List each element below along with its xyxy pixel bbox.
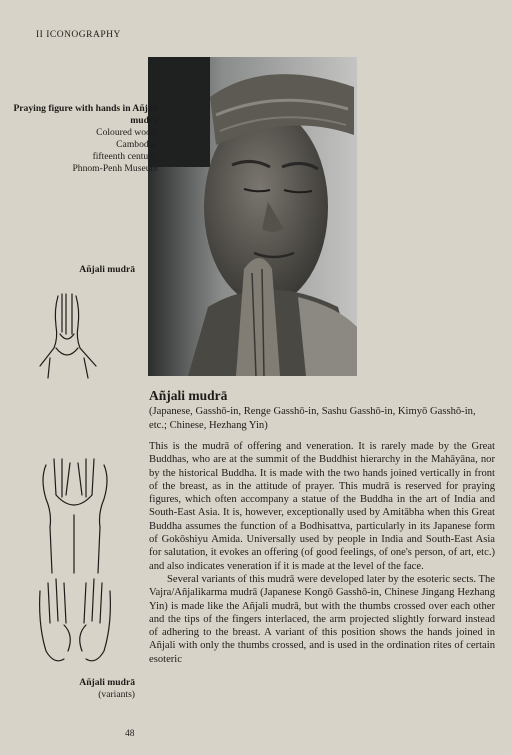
statue-photo <box>148 57 357 376</box>
photo-caption-line: Cambodia, <box>116 139 158 150</box>
body-text <box>149 440 495 666</box>
photo-caption-line: fifteenth century, <box>92 151 158 162</box>
anjali-hands-drawing <box>36 292 100 382</box>
photo-caption-title: Praying figure with hands in Añjali mudrā <box>13 103 158 126</box>
paragraph: Several variants of this mudrā were developed later by the esoteric sects. The Vajra/Añjalikarma mudrā (Japanese Kongō Gasshō-in, Chinese Jingang Hezhang Yin) is made like the Añjali mudrā, but with the thumbs crossed over each other and the tips of the fingers interlaced, the arm projected slightly forward instead of adhering to the breast. A variant of this position shows the hands joined in Añjali with only the thumbs crossed, and is used in the ordination rites of certain esoteric <box>149 573 495 665</box>
figure-label-variants-title: Añjali mudrā <box>79 677 135 688</box>
paragraph: This is the mudrā of offering and veneration. It is rarely made by the Great Buddhas, who are at the summit of the Buddhist hierarchy in the Mahāyāna, nor by the historical Buddha. It is made with the two hands joined vertically in front of the breast, as in the attitude of prayer. This mudrā is reserved for praying figures, which often accompany a statue of the Buddha in the art of India and South-East Asia. It is, however, exceptionally used by Amitābha when this Great Buddha assumes the function of a Bodhisattva, particularly in its Japanese form of Gokōshiyu Amida. Universally used by people in India and South-East Asia for salutation, it evokes an offering (of good feelings, of one's person, of art, etc.) and also indicates veneration if it is made at the level of the face. <box>149 441 495 572</box>
section-synonyms: (Japanese, Gasshō-in, Renge Gasshō-in, Sashu Gasshō-in, Kimyō Gasshō-in, etc.; Chinese, Hezhang Yin) <box>149 406 476 431</box>
anjali-variants-drawing <box>34 455 116 668</box>
photo-caption-line: Phnom-Penh Museum <box>72 163 158 174</box>
figure-label-anjali-variants <box>79 677 135 701</box>
page-number: 48 <box>125 729 135 739</box>
photo-caption <box>8 103 158 175</box>
photo-caption-line: Coloured wood, <box>96 127 158 138</box>
figure-label-variants-subtitle: (variants) <box>98 689 135 700</box>
figure-label-anjali: Añjali mudrā <box>79 264 135 275</box>
section-title: Añjali mudrā <box>149 388 228 403</box>
running-head: II ICONOGRAPHY <box>36 30 121 40</box>
